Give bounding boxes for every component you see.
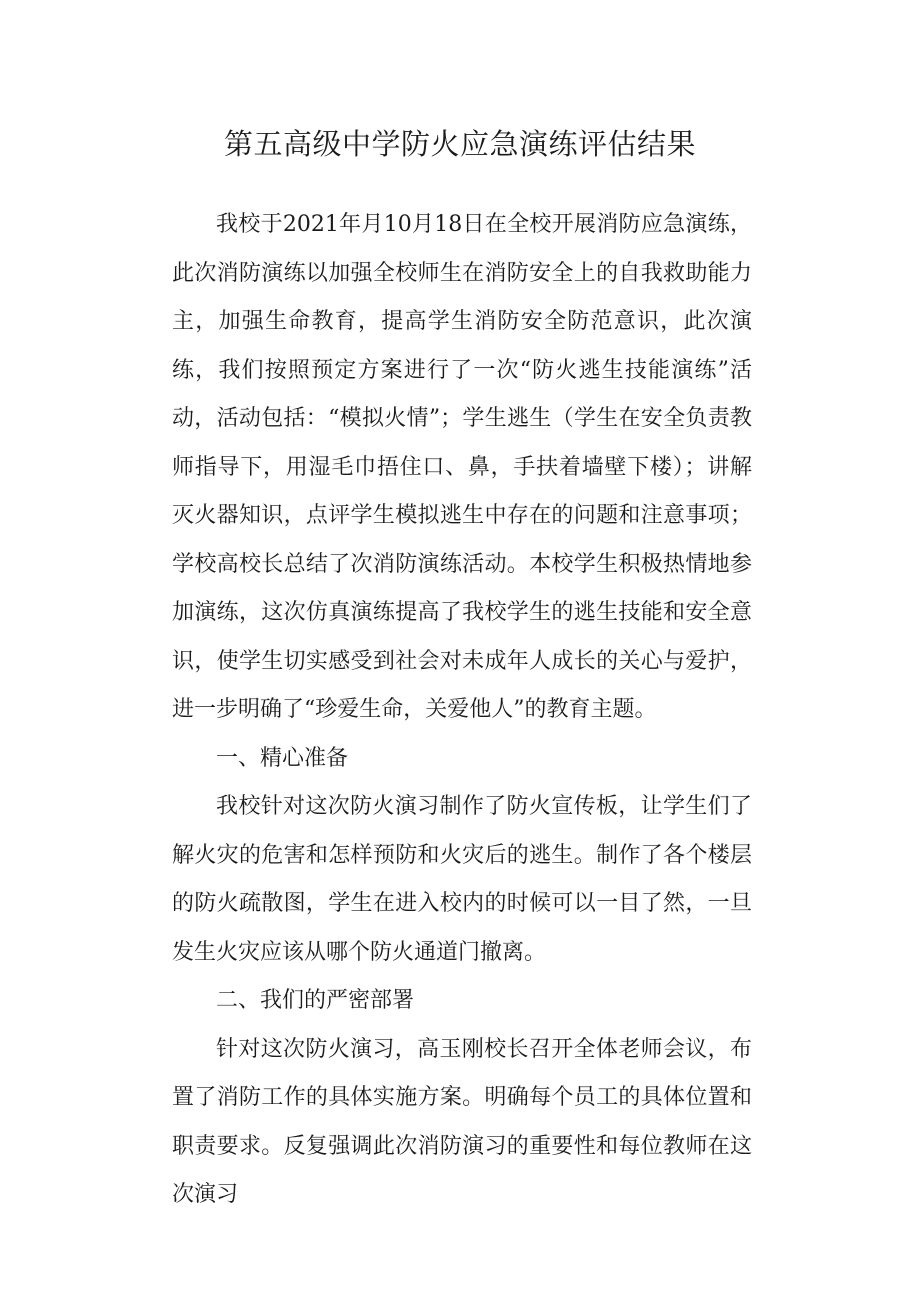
- document-body: [172, 201, 752, 1220]
- section-paragraph-deployment: 针对这次防火演习，高玉刚校长召开全体老师会议，布置了消防工作的具体实施方案。明确每个员工的具体位置和职责要求。反复强调此次消防演习的重要性和每位教师在这次演习: [172, 1036, 752, 1207]
- section-heading-preparation: 一、精心准备: [216, 745, 349, 771]
- intro-paragraph: 我校于2021年月10月18日在全校开展消防应急演练，此次消防演练以加强全校师生在消防安全上的自我救助能力主，加强生命教育，提高学生消防安全防范意识，此次演练，我们按照预定方案进行了一次“防火逃生技能演练”活动，活动包括：“模拟火情”；学生逃生（学生在安全负责教师指导下，用湿毛巾捂住口、鼻，手扶着墙壁下楼）；讲解灭火器知识，点评学生模拟逃生中存在的问题和注意事项；学校高校长总结了次消防演练活动。本校学生积极热情地参加演练，这次仿真演练提高了我校学生的逃生技能和安全意识，使学生切实感受到社会对未成年人成长的关心与爱护，进一步明确了“珍爱生命，关爱他人”的教育主题。: [172, 212, 752, 722]
- section-paragraph-preparation: 我校针对这次防火演习制作了防火宣传板，让学生们了解火灾的危害和怎样预防和火灾后的逃生。制作了各个楼层的防火疏散图，学生在进入校内的时候可以一目了然，一旦发生火灾应该从哪个防火通道门撤离。: [172, 794, 752, 965]
- section-heading-deployment: 二、我们的严密部署: [216, 988, 415, 1013]
- document-title: 第五高级中学防火应急演练评估结果: [223, 127, 696, 161]
